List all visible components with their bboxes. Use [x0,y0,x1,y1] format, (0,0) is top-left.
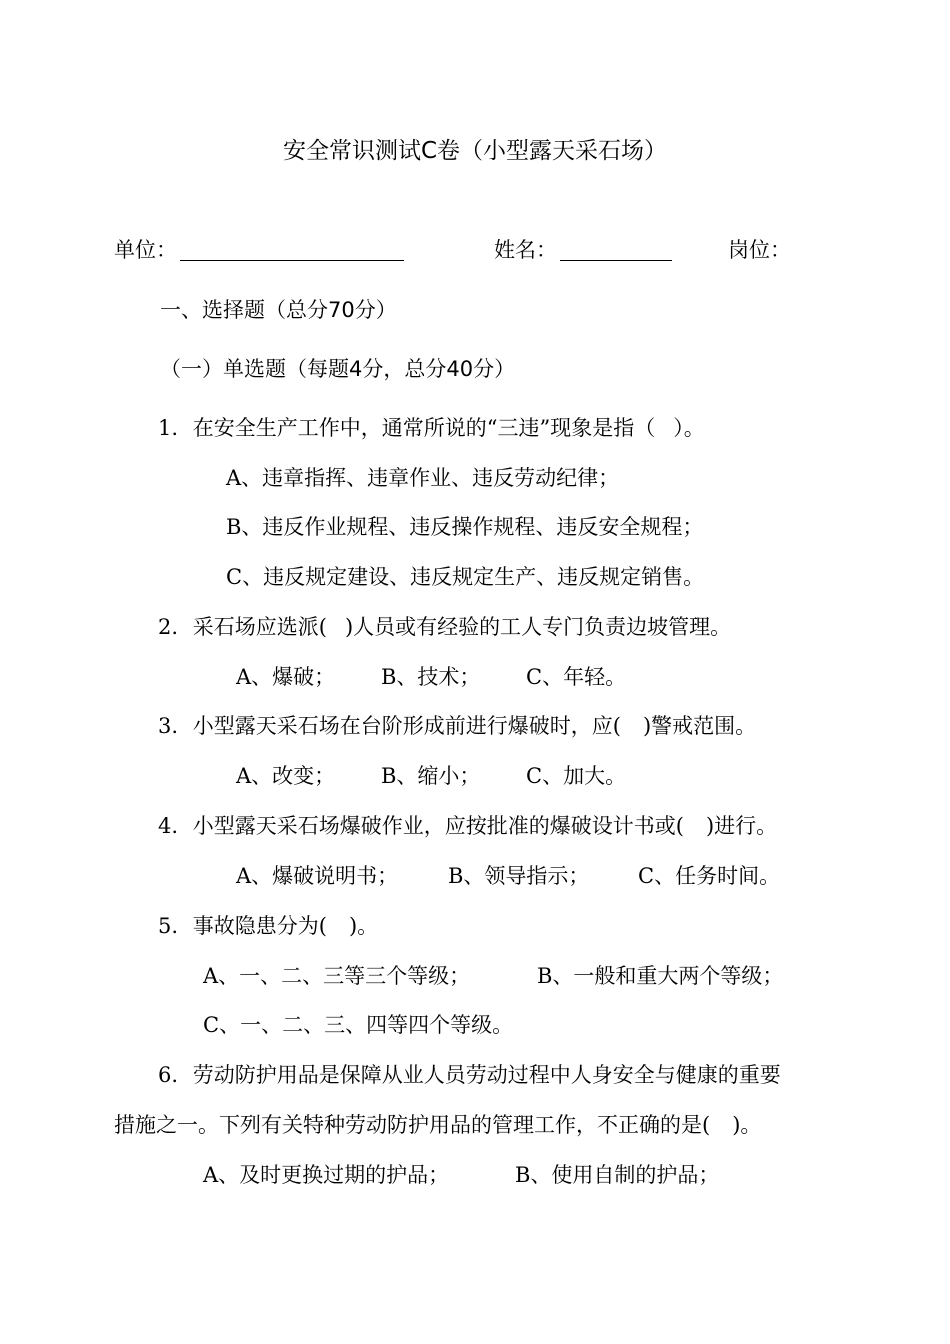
unit-field[interactable] [180,260,404,261]
option-b[interactable]: B、一般和重大两个等级； [537,964,784,988]
question-text: 措施之一。下列有关特种劳动防护用品的管理工作，不正确的是( [114,1113,711,1137]
question-text-end: ）。 [673,416,705,440]
question-text-end: )。 [348,914,379,938]
name-label: 姓名： [494,238,557,262]
option-b[interactable]: B、技术； [381,665,481,689]
option-c[interactable]: C、年轻。 [526,665,627,689]
question-2 [158,613,731,641]
option-c[interactable]: C、任务时间。 [638,864,781,888]
option-b[interactable]: B、领导指示； [448,864,590,888]
option-c[interactable]: C、违反规定建设、违反规定生产、违反规定销售。 [226,565,705,589]
question-number: 6. [158,1063,179,1087]
option-c[interactable]: C、加大。 [526,764,627,788]
question-5 [158,912,378,940]
question-number: 2. [158,615,179,639]
option-a[interactable]: A、一、二、三等三个等级； [203,964,471,988]
option-a[interactable]: A、违章指挥、违章作业、违反劳动纪律； [226,466,620,490]
subsection-heading: （一）单选题（每题4分，总分40分） [160,357,516,381]
question-1 [158,414,705,442]
question-text: 劳动防护用品是保障从业人员劳动过程中人身安全与健康的重要 [192,1063,781,1087]
question-6-continuation [114,1111,761,1139]
question-3 [158,712,756,740]
post-label: 岗位： [728,238,791,262]
question-text-end: )人员或有经验的工人专门负责边坡管理。 [344,615,732,639]
unit-label: 单位： [114,238,177,262]
question-text: 在安全生产工作中，通常所说的“三违”现象是指（ [192,416,656,440]
question-text-end: )。 [732,1113,762,1137]
name-field[interactable] [560,260,672,261]
option-c[interactable]: C、一、二、三、四等四个等级。 [203,1013,514,1037]
option-a[interactable]: A、及时更换过期的护品； [203,1163,450,1187]
question-number: 3. [158,714,179,738]
section-heading: 一、选择题（总分70分） [160,298,397,322]
question-text: 事故隐患分为( [192,914,327,938]
option-b[interactable]: B、使用自制的护品； [515,1163,720,1187]
question-text: 小型露天采石场在台阶形成前进行爆破时，应( [192,714,621,738]
question-6 [158,1061,781,1089]
option-a[interactable]: A、爆破说明书； [236,864,399,888]
question-4 [158,812,777,840]
question-number: 5. [158,914,179,938]
page-title: 安全常识测试C卷（小型露天采石场） [282,138,668,164]
option-b[interactable]: B、违反作业规程、违反操作规程、违反安全规程； [226,515,704,539]
question-text: 采石场应选派( [192,615,327,639]
question-number: 1. [158,416,179,440]
option-a[interactable]: A、爆破； [236,665,336,689]
question-text-end: )进行。 [705,814,778,838]
question-number: 4. [158,814,179,838]
question-text-end: )警戒范围。 [642,714,757,738]
question-text: 小型露天采石场爆破作业，应按批准的爆破设计书或( [192,814,684,838]
option-b[interactable]: B、缩小； [381,764,481,788]
option-a[interactable]: A、改变； [236,764,336,788]
